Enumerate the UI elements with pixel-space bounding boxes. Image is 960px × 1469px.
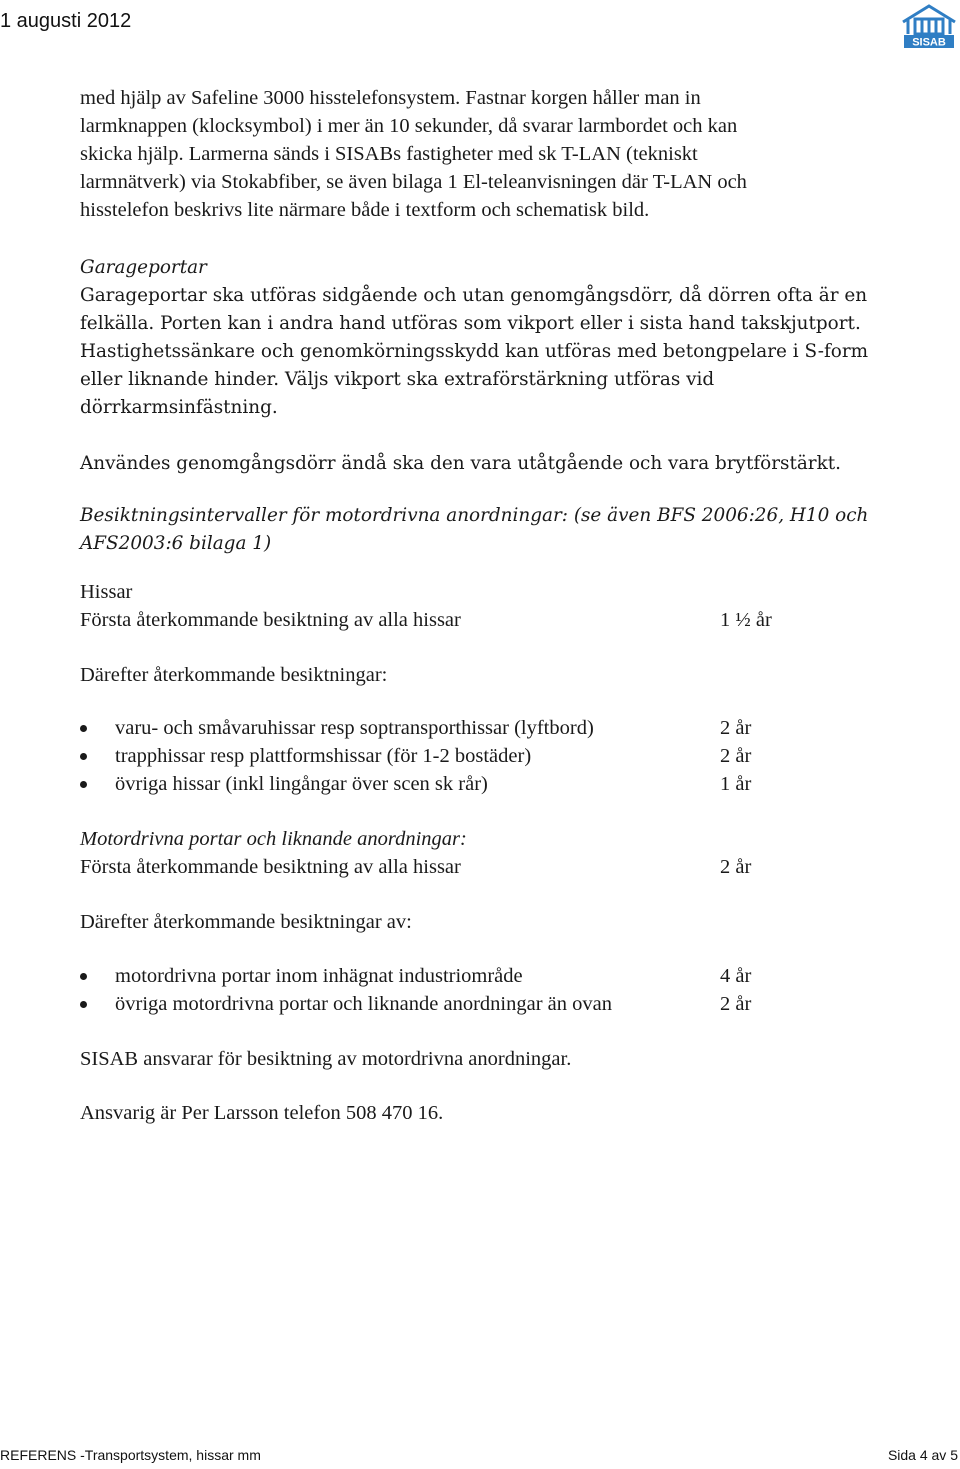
portar-interval-list — [80, 962, 800, 1018]
portar-first-value: 2 år — [720, 856, 752, 878]
intro-line: hisstelefon beskrivs lite närmare både i textform och schematisk bild. — [80, 199, 650, 221]
bullet-icon — [80, 1001, 87, 1008]
list-item-label: varu- och småvaruhissar resp soptransporthissar (lyftbord) — [115, 717, 594, 739]
list-item-value: 2 år — [720, 717, 752, 739]
list-item-label: övriga hissar (inkl lingångar över scen sk rår) — [115, 773, 488, 795]
list-item — [80, 990, 800, 1018]
garage-paragraph: Garageportar ska utföras sidgående och utan genomgångsdörr, då dörren ofta är en felkälla. Porten kan i andra hand utföras som vikport eller i sista hand takskjutport. Hastighetssänkare och genomkörningsskydd kan utföras med betongpelare i S-form eller liknande hinder. Väljs vikport ska extraförstärkning utföras vid dörrkarmsinfästning. — [80, 285, 869, 418]
sisab-logo — [898, 2, 960, 50]
bullet-icon — [80, 781, 87, 788]
list-item-value: 2 år — [720, 993, 752, 1015]
hissar-subsequent-label: Därefter återkommande besiktningar: — [80, 664, 388, 686]
intro-line: larmknappen (klocksymbol) i mer än 10 sekunder, då svarar larmbordet och kan — [80, 115, 738, 137]
bullet-icon — [80, 973, 87, 980]
list-item-label: motordrivna portar inom inhägnat industriområde — [115, 965, 523, 987]
list-item — [80, 962, 800, 990]
list-item — [80, 714, 800, 742]
list-item-label: övriga motordrivna portar och liknande anordningar än ovan — [115, 993, 612, 1015]
hissar-first-value: 1 ½ år — [720, 609, 772, 631]
footer-page-number: Sida 4 av 5 — [887, 1447, 958, 1463]
list-item-label: trapphissar resp plattformshissar (för 1-2 bostäder) — [115, 745, 532, 767]
garage-heading: Garageportar — [80, 257, 207, 278]
hissar-first-label: Första återkommande besiktning av alla hissar — [80, 609, 461, 631]
garage-note: Användes genomgångsdörr ändå ska den vara utåtgående och vara brytförstärkt. — [80, 453, 841, 474]
list-item-value: 4 år — [720, 965, 752, 987]
inspection-heading: Besiktningsintervaller för motordrivna anordningar: (se även BFS 2006:26, H10 och AFS2003:6 bilaga 1) — [80, 505, 869, 554]
portar-subsequent-label: Därefter återkommande besiktningar av: — [80, 911, 412, 933]
contact-text: Ansvarig är Per Larsson telefon 508 470 16. — [80, 1102, 444, 1124]
header-date: 1 augusti 2012 — [0, 10, 132, 32]
intro-line: med hjälp av Safeline 3000 hisstelefonsystem. Fastnar korgen håller man in — [80, 87, 701, 109]
hissar-interval-list — [80, 714, 800, 798]
hissar-heading: Hissar — [80, 581, 133, 603]
intro-paragraph — [80, 84, 890, 224]
responsibility-text: SISAB ansvarar för besiktning av motordrivna anordningar. — [80, 1048, 572, 1070]
bullet-icon — [80, 753, 87, 760]
sisab-logo-icon — [898, 2, 960, 50]
footer-document-title: REFERENS -Transportsystem, hissar mm — [0, 1447, 261, 1463]
list-item-value: 2 år — [720, 745, 752, 767]
list-item-value: 1 år — [720, 773, 752, 795]
portar-first-label: Första återkommande besiktning av alla hissar — [80, 856, 461, 878]
bullet-icon — [80, 725, 87, 732]
list-item — [80, 742, 800, 770]
logo-text: SISAB — [912, 36, 946, 49]
intro-line: skicka hjälp. Larmerna sänds i SISABs fastigheter med sk T-LAN (tekniskt — [80, 143, 698, 165]
portar-heading: Motordrivna portar och liknande anordningar: — [80, 828, 467, 850]
intro-line: larmnätverk) via Stokabfiber, se även bilaga 1 El-teleanvisningen där T-LAN och — [80, 171, 747, 193]
list-item — [80, 770, 800, 798]
